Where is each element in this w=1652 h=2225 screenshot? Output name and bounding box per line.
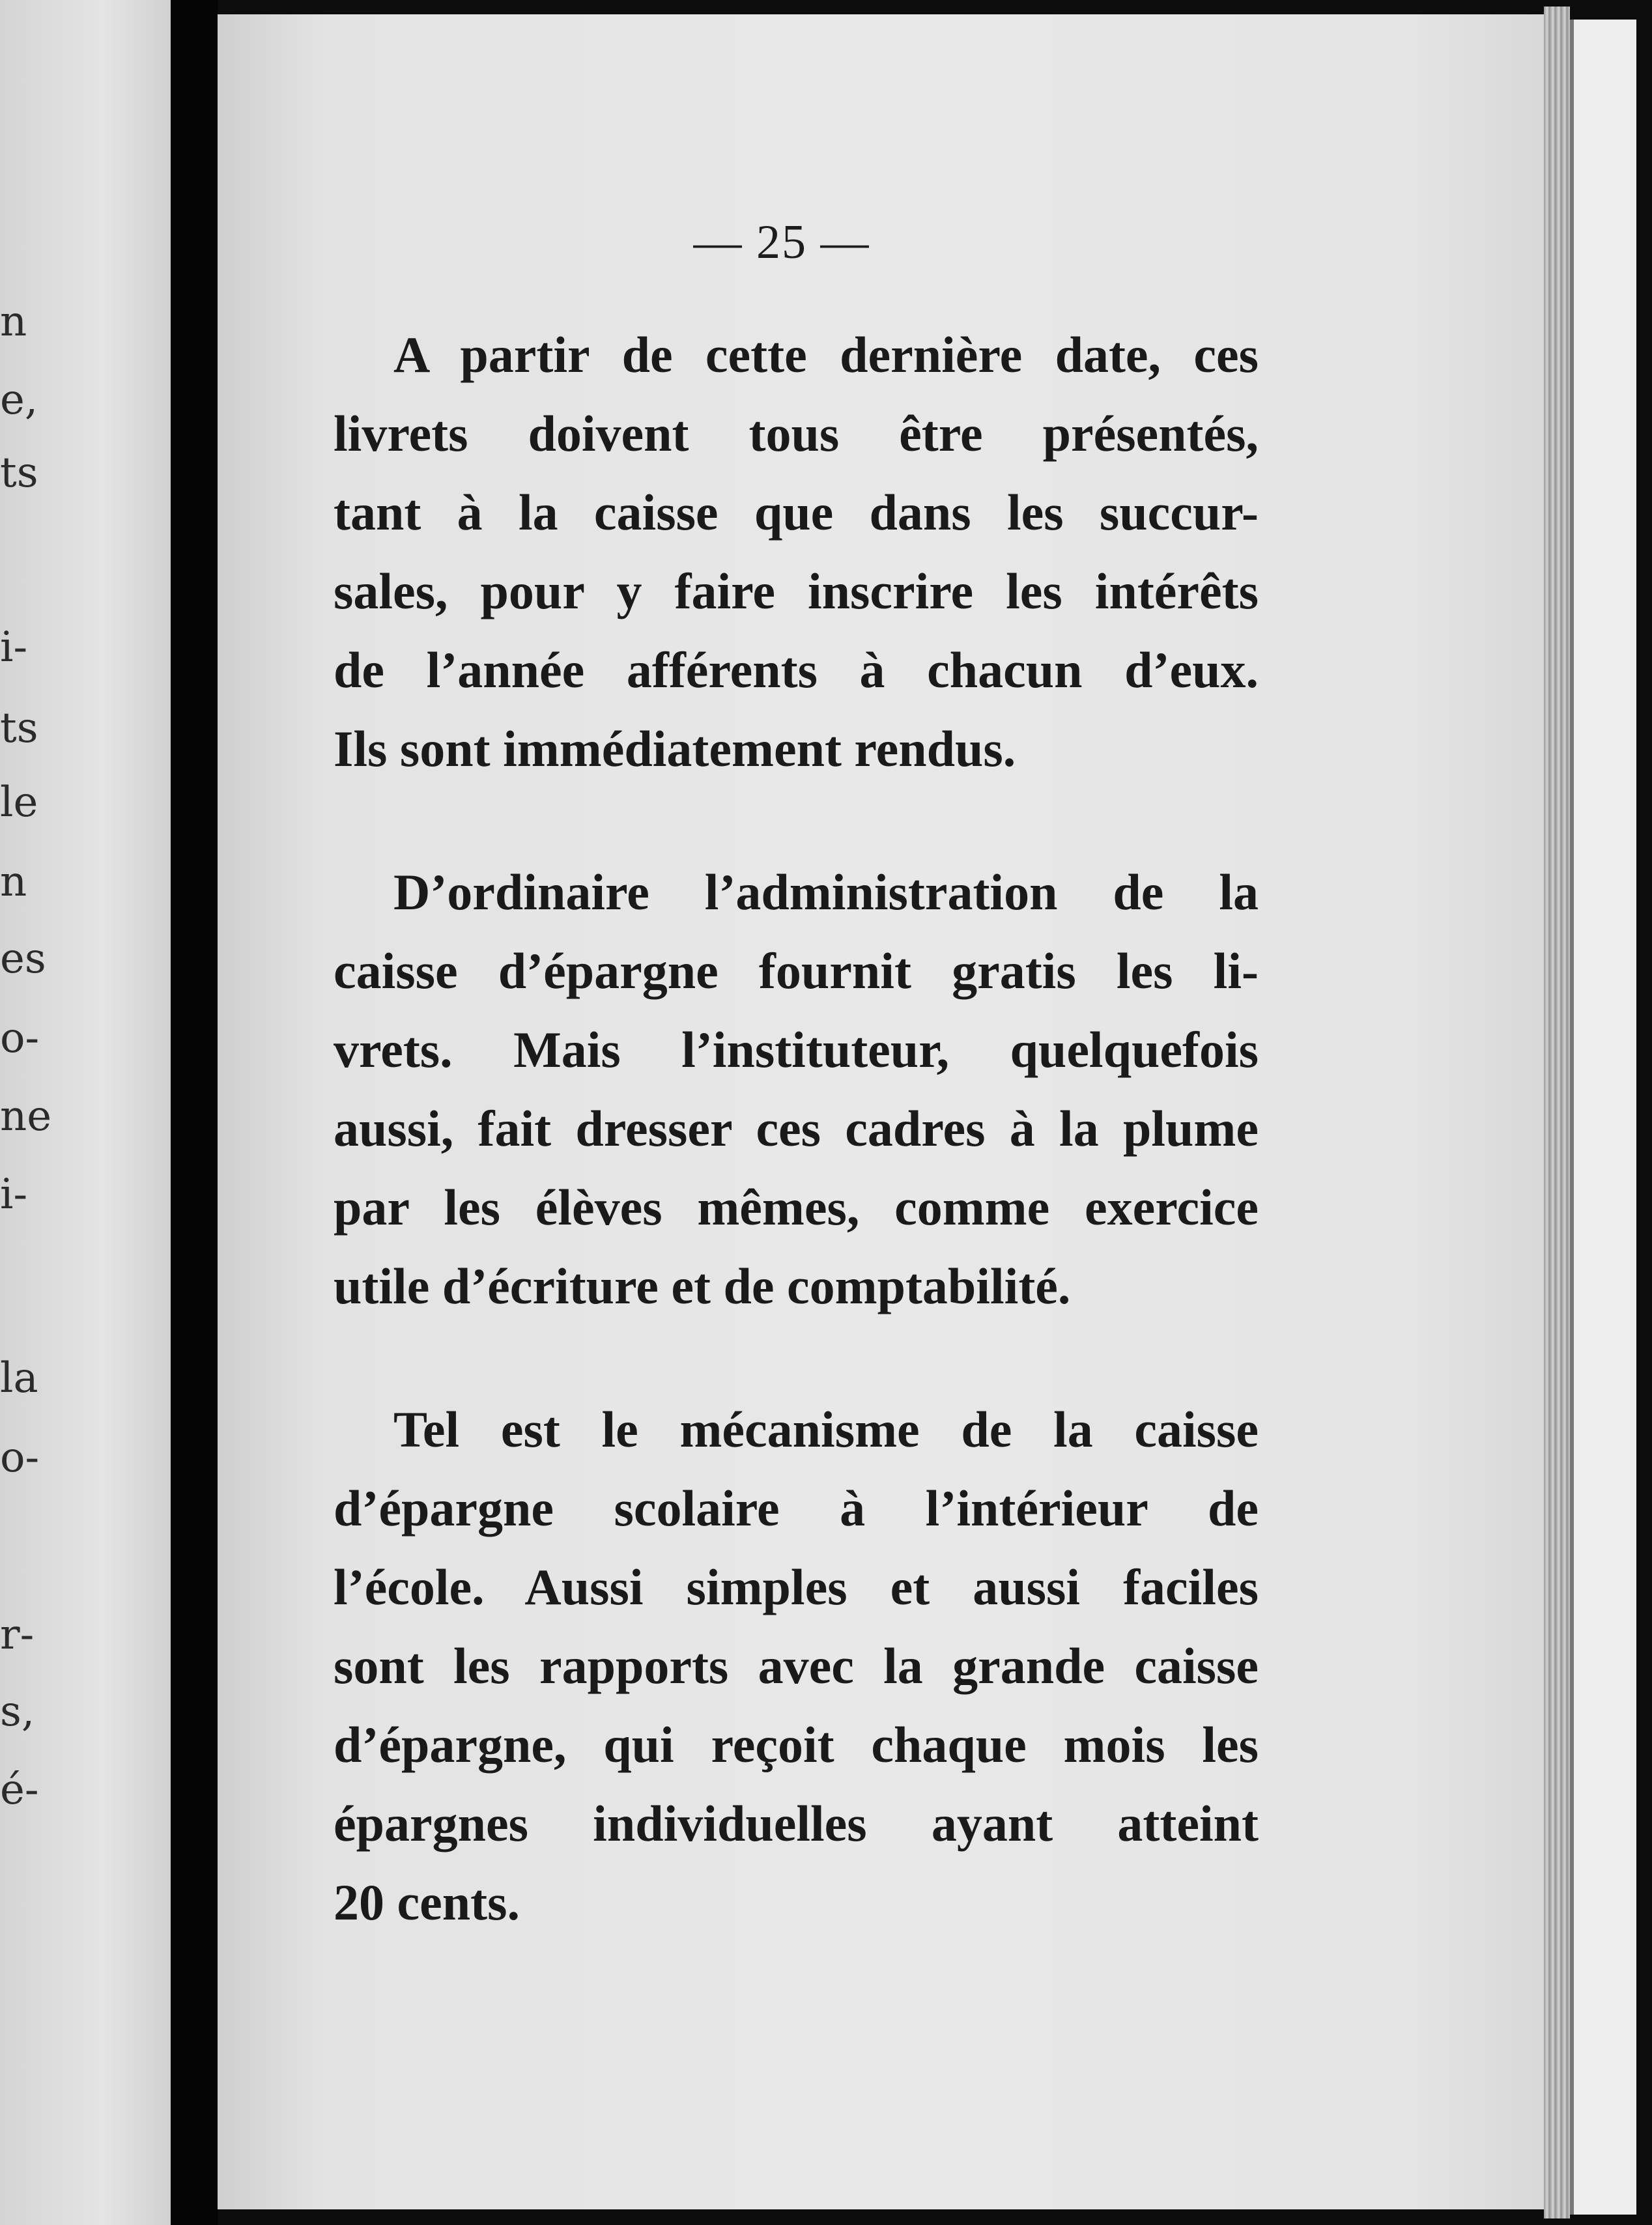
text-line: sont les rapports avec la grande caisse <box>334 1637 1259 1694</box>
text-line: caisse d’épargne fournit gratis les li- <box>334 942 1259 999</box>
left-page-fragment: o- <box>0 1014 40 1062</box>
text-line: par les élèves mêmes, comme exercice <box>334 1179 1259 1236</box>
text-line: vrets. Mais l’instituteur, quelquefois <box>334 1021 1259 1078</box>
text-line: livrets doivent tous être présentés, <box>334 405 1259 462</box>
left-page-fragment: es <box>0 935 46 983</box>
text-line: tant à la caisse que dans les succur- <box>334 484 1259 541</box>
text-line: épargnes individuelles ayant atteint <box>334 1795 1259 1852</box>
left-page-fragment: n <box>0 858 27 906</box>
body-text <box>334 315 1259 1942</box>
left-page-fragment: é- <box>0 1766 39 1814</box>
left-page-fragment: s, <box>0 1688 35 1736</box>
left-page-fragment: i- <box>0 1170 28 1219</box>
text-line: 20 cents. <box>334 1874 520 1931</box>
text-line: d’épargne, qui reçoit chaque mois les <box>334 1716 1259 1773</box>
page-number: — 25 — <box>693 216 870 269</box>
left-page-fragment: ts <box>0 449 38 497</box>
page-edges <box>1544 7 1570 2218</box>
left-page-fragment: i- <box>0 623 28 672</box>
text-line: D’ordinaire l’administration de la <box>393 864 1259 920</box>
left-page-fragment: la <box>0 1354 38 1402</box>
text-line: d’épargne scolaire à l’intérieur de <box>334 1480 1259 1537</box>
left-page-fragment: n <box>0 298 27 346</box>
text-line: aussi, fait dresser ces cadres à la plume <box>334 1100 1259 1157</box>
left-page-fragment: o- <box>0 1434 40 1482</box>
left-page-fragment: le <box>0 778 38 827</box>
left-facing-page <box>0 0 171 2225</box>
text-line: Tel est le mécanisme de la caisse <box>393 1401 1259 1458</box>
left-page-fragment: r- <box>0 1611 35 1659</box>
left-page-fragment: ts <box>0 704 38 752</box>
book-gutter <box>171 0 218 2225</box>
text-line: sales, pour y faire inscrire les intérêts <box>334 563 1259 619</box>
left-page-fragment: ne <box>0 1092 52 1141</box>
text-line: l’école. Aussi simples et aussi faciles <box>334 1559 1259 1615</box>
text-line: A partir de cette dernière date, ces <box>393 326 1259 383</box>
text-line: Ils sont immédiatement rendus. <box>334 720 1016 777</box>
right-cover-strip <box>1570 20 1636 2215</box>
text-line: de l’année afférents à chacun d’eux. <box>334 642 1259 698</box>
text-line: utile d’écriture et de comptabilité. <box>334 1258 1071 1314</box>
left-page-fragment: e, <box>0 376 38 424</box>
